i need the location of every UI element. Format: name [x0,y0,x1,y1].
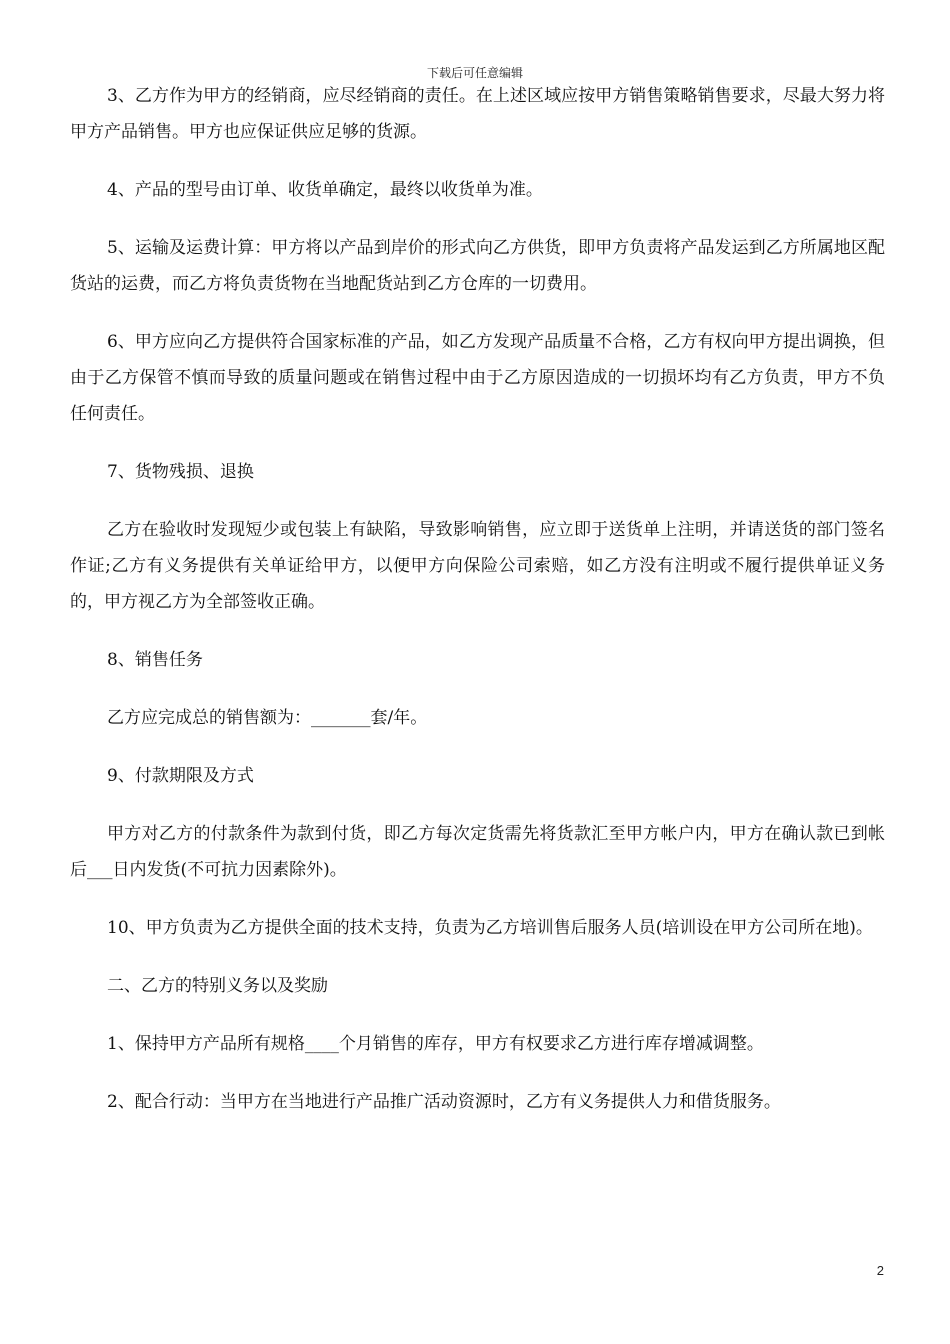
page-number: 2 [876,1263,884,1278]
section-heading-7: 7、货物残损、退换 [107,462,254,482]
paragraph-4: 4、产品的型号由订单、收货单确定，最终以收货单为准。 [107,180,543,200]
paragraph-9-body: 甲方对乙方的付款条件为款到付货，即乙方每次定货需先将货款汇至甲方帐户内，甲方在确认款已到帐后___日内发货(不可抗力因素除外)。 [70,824,885,880]
paragraph-7-body: 乙方在验收时发现短少或包装上有缺陷，导致影响销售，应立即于送货单上注明，并请送货的部门签名作证;乙方有义务提供有关单证给甲方，以便甲方向保险公司索赔，如乙方没有注明或不履行提供单证义务的，甲方视乙方为全部签收正确。 [70,520,885,612]
paragraph-3: 3、乙方作为甲方的经销商，应尽经销商的责任。在上述区域应按甲方销售策略销售要求，尽最大努力将甲方产品销售。甲方也应保证供应足够的货源。 [70,86,885,142]
section-heading-9: 9、付款期限及方式 [107,766,254,786]
document-body [70,78,885,1142]
obligation-1: 1、保持甲方产品所有规格____个月销售的库存，甲方有权要求乙方进行库存增减调整。 [107,1034,764,1054]
section-heading-2: 二、乙方的特别义务以及奖励 [107,976,328,996]
paragraph-10: 10、甲方负责为乙方提供全面的技术支持，负责为乙方培训售后服务人员(培训设在甲方公司所在地)。 [107,918,873,938]
obligation-2: 2、配合行动：当甲方在当地进行产品推广活动资源时，乙方有义务提供人力和借货服务。 [107,1092,781,1112]
paragraph-8-body: 乙方应完成总的销售额为：_______套/年。 [107,708,428,728]
page-header: 下载后可任意编辑 [426,66,523,80]
paragraph-6: 6、甲方应向乙方提供符合国家标准的产品，如乙方发现产品质量不合格，乙方有权向甲方提出调换，但由于乙方保管不慎而导致的质量问题或在销售过程中由于乙方原因造成的一切损坏均有乙方负责，甲方不负任何责任。 [70,332,885,424]
paragraph-5: 5、运输及运费计算：甲方将以产品到岸价的形式向乙方供货，即甲方负责将产品发运到乙方所属地区配货站的运费，而乙方将负责货物在当地配货站到乙方仓库的一切费用。 [70,238,885,294]
section-heading-8: 8、销售任务 [107,650,203,670]
